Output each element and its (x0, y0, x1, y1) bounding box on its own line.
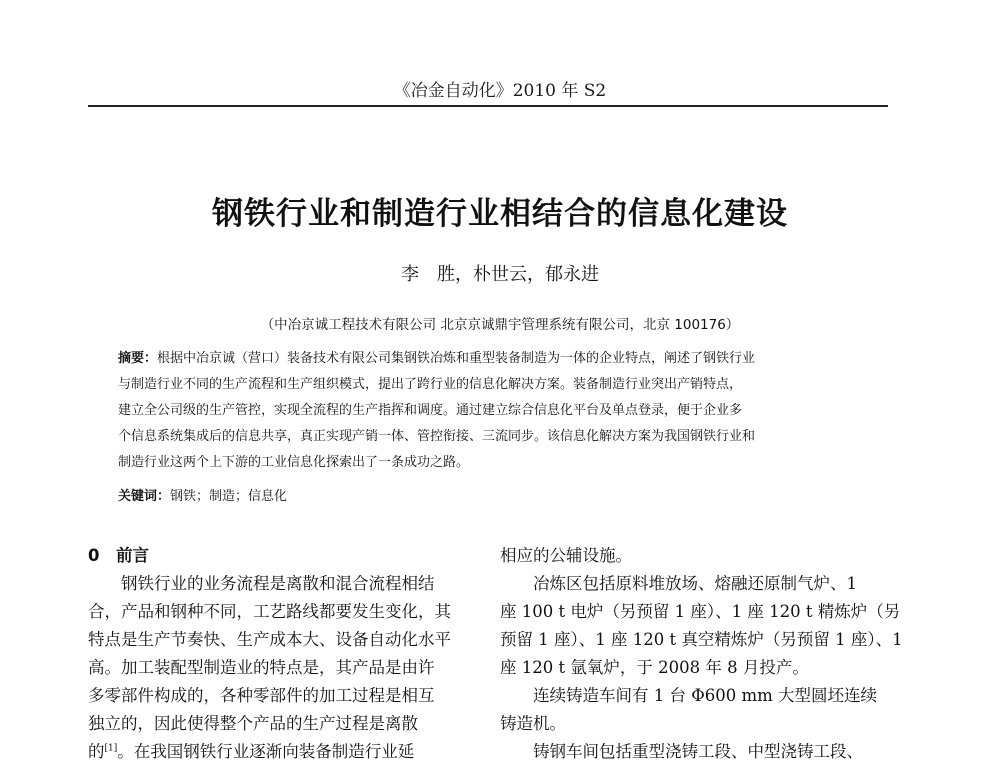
keywords (118, 485, 287, 504)
body-line: 相应的公辅设施。 (500, 546, 632, 565)
body-line: 座 120 t 氩氧炉，于 2008 年 8 月投产。 (500, 658, 809, 677)
article-affiliation: （中冶京诚工程技术有限公司 北京京诚鼎宇管理系统有限公司，北京 100176） (260, 317, 740, 333)
body-line: 高。加工装配型制造业的特点是，其产品是由许 (88, 658, 435, 677)
body-line: 连续铸造车间有 1 台 Φ600 mm 大型圆坯连续 (500, 686, 878, 705)
right-column (500, 542, 903, 766)
abstract (118, 346, 858, 476)
body-text: 的 (88, 742, 105, 761)
article-title: 钢铁行业和制造行业相结合的信息化建设 (212, 196, 788, 232)
body-text: 。在我国钢铁行业逐渐向装备制造行业延 (117, 742, 415, 761)
section-title: 前言 (116, 546, 149, 565)
body-line: 铸造机。 (500, 714, 566, 733)
body-line: 冶炼区包括原料堆放场、熔融还原制气炉、1 (500, 574, 857, 593)
abstract-text: 根据中冶京诚（营口）装备技术有限公司集钢铁冶炼和重型装备制造为一体的企业特点，阐述了钢铁行业 (157, 351, 756, 366)
body-line: 预留 1 座）、1 座 120 t 真空精炼炉（另预留 1 座）、1 (500, 630, 903, 649)
body-line: 多零部件构成的，各种零部件的加工过程是相互 (88, 686, 435, 705)
journal-header: 《冶金自动化》2010 年 S2 (393, 81, 607, 101)
abstract-line: 制造行业这两个上下游的工业信息化探索出了一条成功之路。 (118, 455, 470, 470)
body-line: 特点是生产节奏快、生产成本大、设备自动化水平 (88, 630, 451, 649)
section-number: 0 (88, 546, 100, 565)
keywords-text: 钢铁；制造；信息化 (170, 489, 288, 504)
abstract-line (118, 346, 858, 372)
keywords-label: 关键词： (118, 489, 171, 504)
abstract-line: 建立全公司级的生产管控，实现全流程的生产指挥和调度。通过建立综合信息化平台及单点登录，便于企业多 (118, 403, 743, 418)
body-line: 合，产品和钢种不同，工艺路线都要发生变化，其 (88, 602, 451, 621)
section-heading (88, 542, 478, 570)
body-line: 铸钢车间包括重型浇铸工段、中型浇铸工段、 (500, 742, 863, 761)
abstract-line: 与制造行业不同的生产流程和生产组织模式，提出了跨行业的信息化解决方案。装备制造行业突出产销特点， (118, 377, 743, 392)
abstract-label: 摘要： (118, 351, 158, 366)
article-authors: 李 胜，朴世云，郁永进 (401, 264, 599, 285)
body-line: 独立的，因此使得整个产品的生产过程是离散 (88, 714, 418, 733)
body-line: 钢铁行业的业务流程是离散和混合流程相结 (88, 574, 435, 593)
abstract-line: 个信息系统集成后的信息共享，真正实现产销一体、管控衔接、三流同步。该信息化解决方案为我国钢铁行业和 (118, 429, 756, 444)
citation-ref[interactable]: [1] (104, 743, 118, 754)
body-line: 座 100 t 电炉（另预留 1 座）、1 座 120 t 精炼炉（另 (500, 602, 901, 621)
left-column (88, 542, 478, 766)
header-rule (88, 105, 888, 107)
body-line-with-citation (88, 738, 478, 766)
